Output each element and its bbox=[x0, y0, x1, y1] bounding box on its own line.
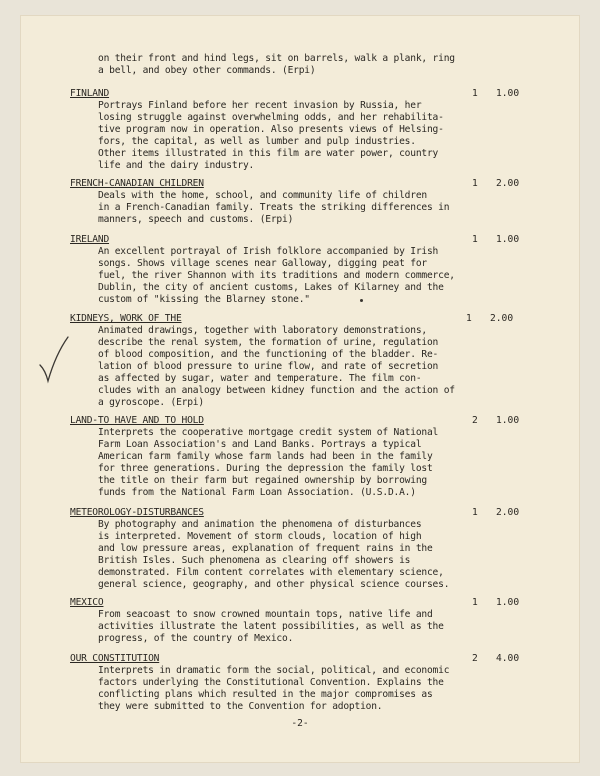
entry-line: British Isles. Such phenomena as clearing off showers is bbox=[98, 555, 411, 566]
entry-land-to-have-and-to-hold bbox=[70, 415, 545, 499]
entry-title: LAND-TO HAVE AND TO HOLD bbox=[70, 415, 204, 426]
entry-line: tive program now in operation. Also presents views of Helsing- bbox=[98, 124, 444, 135]
entry-line: a gyroscope. (Erpi) bbox=[98, 397, 204, 408]
entry-line: lation of blood pressure to urine flow, and rate of secretion bbox=[98, 361, 439, 372]
entry-line: as affected by sugar, water and temperature. The film con- bbox=[98, 373, 422, 384]
entry-line: activities illustrate the latent possibilities, as well as the bbox=[98, 621, 444, 632]
reels-count: 1 bbox=[472, 178, 478, 189]
ink-dot-mark bbox=[360, 299, 363, 302]
entry-line: is interpreted. Movement of storm clouds, location of high bbox=[98, 531, 422, 542]
continuation-line-1: on their front and hind legs, sit on barrels, walk a plank, ring bbox=[98, 53, 455, 64]
entry-title: KIDNEYS, WORK OF THE bbox=[70, 313, 182, 324]
price: 2.00 bbox=[496, 507, 520, 518]
entry-line: Portrays Finland before her recent invasion by Russia, her bbox=[98, 100, 422, 111]
price: 1.00 bbox=[496, 234, 520, 245]
entry-finland bbox=[70, 88, 545, 172]
entry-line: Animated drawings, together with laboratory demonstrations, bbox=[98, 325, 427, 336]
entry-line: demonstrated. Film content correlates with elementary science, bbox=[98, 567, 444, 578]
reels-count: 1 bbox=[472, 507, 478, 518]
entry-line: in a French-Canadian family. Treats the striking differences in bbox=[98, 202, 450, 213]
entry-title: IRELAND bbox=[70, 234, 110, 245]
continuation-text bbox=[70, 53, 545, 77]
reels-count: 1 bbox=[472, 88, 478, 99]
entry-line: losing struggle against overwhelming odds, and her rehabilita- bbox=[98, 112, 444, 123]
entry-line: custom of "kissing the Blarney stone." bbox=[98, 294, 310, 305]
entry-line: they were submitted to the Convention for adoption. bbox=[98, 701, 383, 712]
entry-line: Farm Loan Association's and Land Banks. Portrays a typical bbox=[98, 439, 422, 450]
price: 4.00 bbox=[496, 653, 520, 664]
entry-line: Deals with the home, school, and community life of children bbox=[98, 190, 427, 201]
entry-line: the title on their farm but regained ownership by borrowing bbox=[98, 475, 427, 486]
price: 2.00 bbox=[490, 313, 514, 324]
entry-title: FINLAND bbox=[70, 88, 110, 99]
entry-title: FRENCH-CANADIAN CHILDREN bbox=[70, 178, 204, 189]
entry-line: fuel, the river Shannon with its traditions and modern commerce, bbox=[98, 270, 455, 281]
entry-line: cludes with an analogy between kidney function and the action of bbox=[98, 385, 455, 396]
price: 1.00 bbox=[496, 88, 520, 99]
handwritten-checkmark-icon bbox=[38, 335, 70, 385]
entry-line: factors underlying the Constitutional Convention. Explains the bbox=[98, 677, 444, 688]
entry-line: funds from the National Farm Loan Association. (U.S.D.A.) bbox=[98, 487, 416, 498]
entry-line: American farm family whose farm lands had been in the family bbox=[98, 451, 433, 462]
entry-line: and low pressure areas, explanation of frequent rains in the bbox=[98, 543, 433, 554]
entry-line: From seacoast to snow crowned mountain tops, native life and bbox=[98, 609, 433, 620]
entry-meteorology-disturbances bbox=[70, 507, 545, 591]
entry-line: life and the dairy industry. bbox=[98, 160, 255, 171]
entry-line: for three generations. During the depression the family lost bbox=[98, 463, 433, 474]
entry-title: OUR CONSTITUTION bbox=[70, 653, 160, 664]
entry-kidneys-work-of-the bbox=[70, 313, 545, 409]
reels-count: 2 bbox=[472, 415, 478, 426]
document-page bbox=[20, 15, 580, 763]
reels-count: 1 bbox=[466, 313, 472, 324]
entry-line: An excellent portrayal of Irish folklore accompanied by Irish bbox=[98, 246, 439, 257]
reels-count: 1 bbox=[472, 597, 478, 608]
price: 1.00 bbox=[496, 597, 520, 608]
entry-title: METEOROLOGY-DISTURBANCES bbox=[70, 507, 204, 518]
entry-line: conflicting plans which resulted in the major compromises as bbox=[98, 689, 433, 700]
entry-line: Interprets in dramatic form the social, political, and economic bbox=[98, 665, 450, 676]
entry-line: Dublin, the city of ancient customs, Lakes of Kilarney and the bbox=[98, 282, 444, 293]
price: 1.00 bbox=[496, 415, 520, 426]
entry-line: fors, the capital, as well as lumber and pulp industries. bbox=[98, 136, 416, 147]
price: 2.00 bbox=[496, 178, 520, 189]
entry-line: of blood composition, and the functioning of the bladder. Re- bbox=[98, 349, 439, 360]
entry-line: songs. Shows village scenes near Galloway, digging peat for bbox=[98, 258, 427, 269]
reels-count: 2 bbox=[472, 653, 478, 664]
entry-line: general science, geography, and other physical science courses. bbox=[98, 579, 450, 590]
reels-count: 1 bbox=[472, 234, 478, 245]
entry-line: describe the renal system, the formation of urine, regulation bbox=[98, 337, 439, 348]
entry-line: Interprets the cooperative mortgage credit system of National bbox=[98, 427, 439, 438]
entry-title: MEXICO bbox=[70, 597, 104, 608]
page-number: -2- bbox=[291, 718, 309, 729]
entry-line: By photography and animation the phenomena of disturbances bbox=[98, 519, 422, 530]
entry-line: manners, speech and customs. (Erpi) bbox=[98, 214, 294, 225]
continuation-line-2: a bell, and obey other commands. (Erpi) bbox=[98, 65, 316, 76]
entry-line: progress, of the country of Mexico. bbox=[98, 633, 294, 644]
entry-line: Other items illustrated in this film are water power, country bbox=[98, 148, 439, 159]
